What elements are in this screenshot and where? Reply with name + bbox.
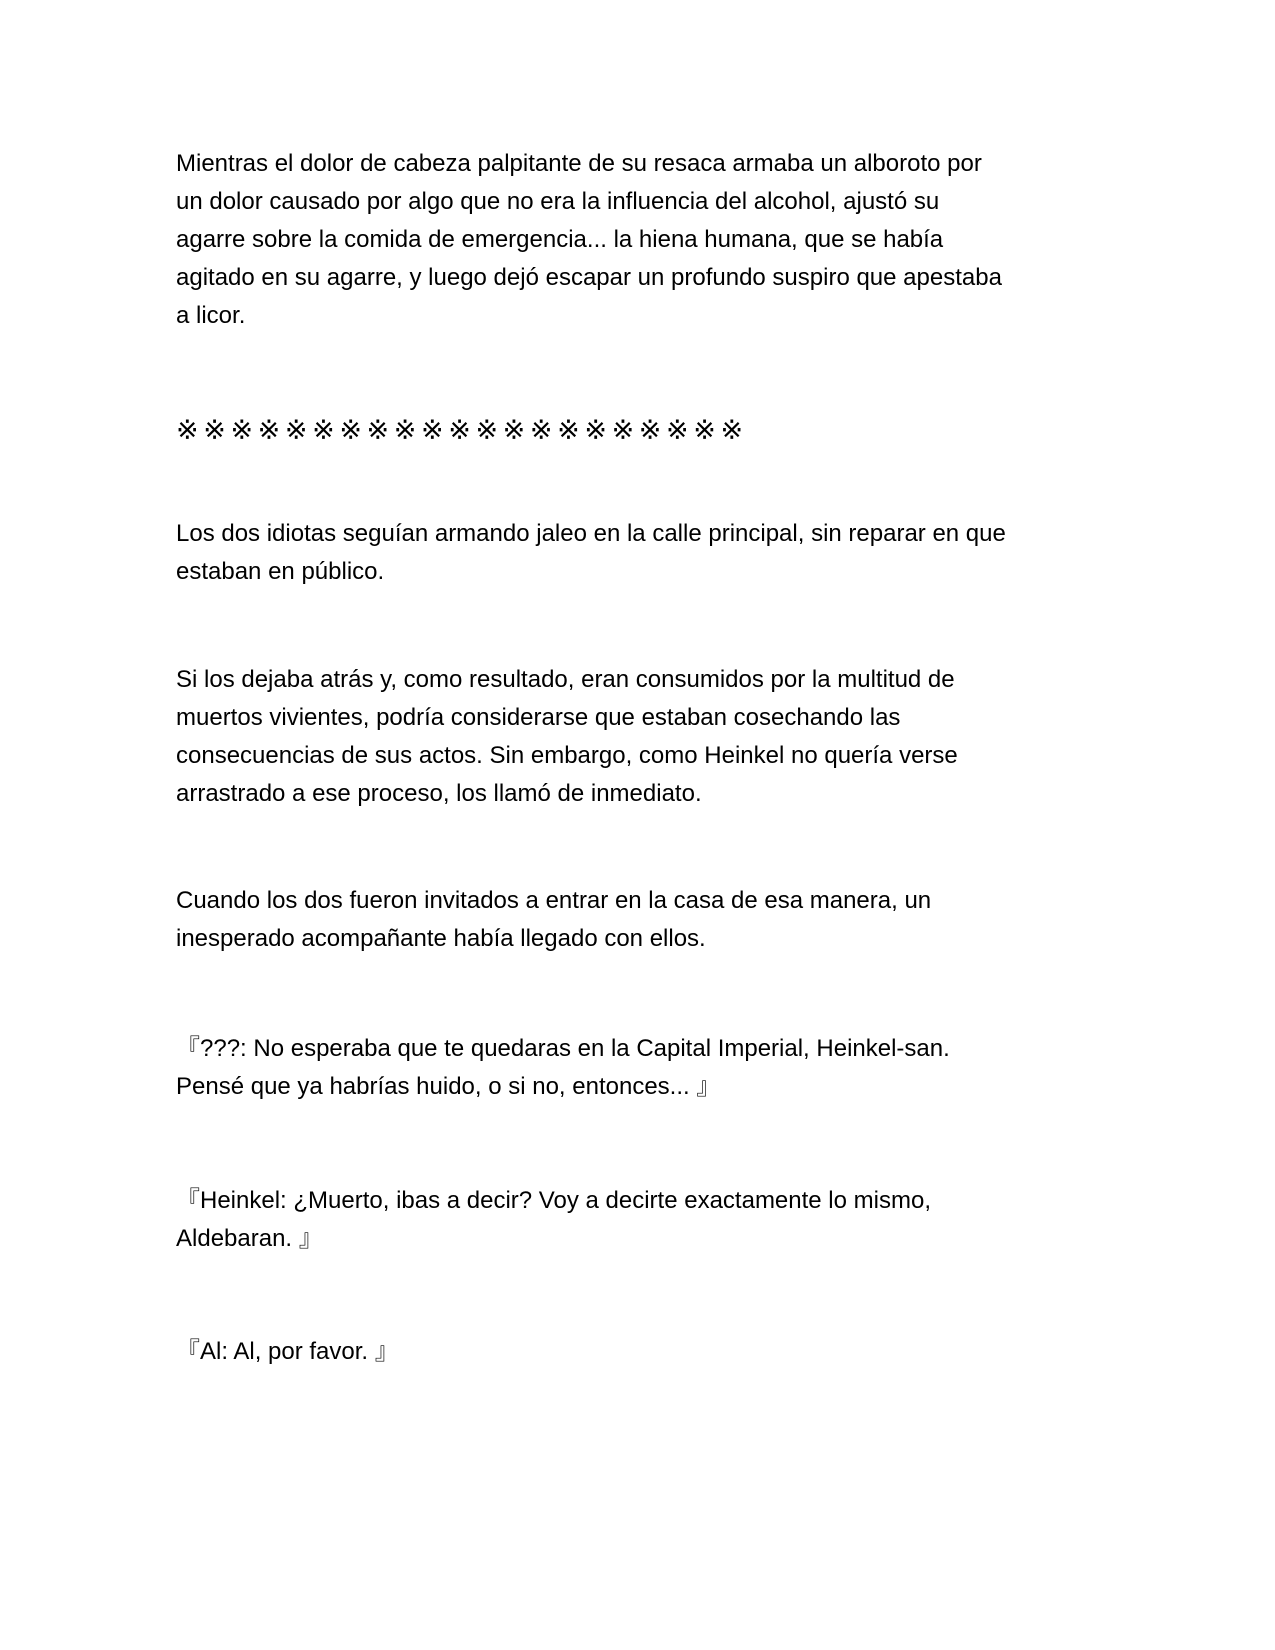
text-line: Cuando los dos fueron invitados a entrar en la casa de esa manera, un bbox=[176, 887, 932, 914]
text-line: Aldebaran. 』 bbox=[176, 1225, 323, 1252]
text-line: arrastrado a ese proceso, los llamó de inmediato. bbox=[176, 780, 702, 807]
dialogue-heinkel bbox=[176, 1182, 1096, 1258]
text-line: 『Al: Al, por favor. 』 bbox=[176, 1338, 399, 1365]
text-line: inesperado acompañante había llegado con ellos. bbox=[176, 925, 706, 952]
text-line: consecuencias de sus actos. Sin embargo, como Heinkel no quería verse bbox=[176, 742, 958, 769]
text-line: Si los dejaba atrás y, como resultado, eran consumidos por la multitud de bbox=[176, 666, 955, 693]
text-line: estaban en público. bbox=[176, 558, 385, 585]
text-line: agarre sobre la comida de emergencia... la hiena humana, que se había bbox=[176, 226, 944, 253]
text-line: Pensé que ya habrías huido, o si no, entonces... 』 bbox=[176, 1073, 721, 1100]
scene-separator: ※※※※※※※※※※※※※※※※※※※※※ bbox=[176, 415, 748, 446]
text-line: 『Heinkel: ¿Muerto, ibas a decir? Voy a decirte exactamente lo mismo, bbox=[176, 1187, 931, 1214]
paragraph-companion bbox=[176, 882, 1096, 958]
text-line: muertos vivientes, podría considerarse que estaban cosechando las bbox=[176, 704, 901, 731]
text-line: Los dos idiotas seguían armando jaleo en la calle principal, sin reparar en que bbox=[176, 520, 1006, 547]
text-line: agitado en su agarre, y luego dejó escapar un profundo suspiro que apestaba bbox=[176, 264, 1002, 291]
dialogue-unknown bbox=[176, 1030, 1096, 1106]
text-line: Mientras el dolor de cabeza palpitante de su resaca armaba un alboroto por bbox=[176, 150, 982, 177]
dialogue-al bbox=[176, 1333, 1096, 1371]
text-line: a licor. bbox=[176, 302, 246, 329]
paragraph-undead bbox=[176, 661, 1096, 813]
paragraph-hangover bbox=[176, 145, 1096, 335]
paragraph-idiots bbox=[176, 515, 1096, 591]
text-line: 『???: No esperaba que te quedaras en la Capital Imperial, Heinkel-san. bbox=[176, 1035, 950, 1062]
text-line: un dolor causado por algo que no era la influencia del alcohol, ajustó su bbox=[176, 188, 940, 215]
